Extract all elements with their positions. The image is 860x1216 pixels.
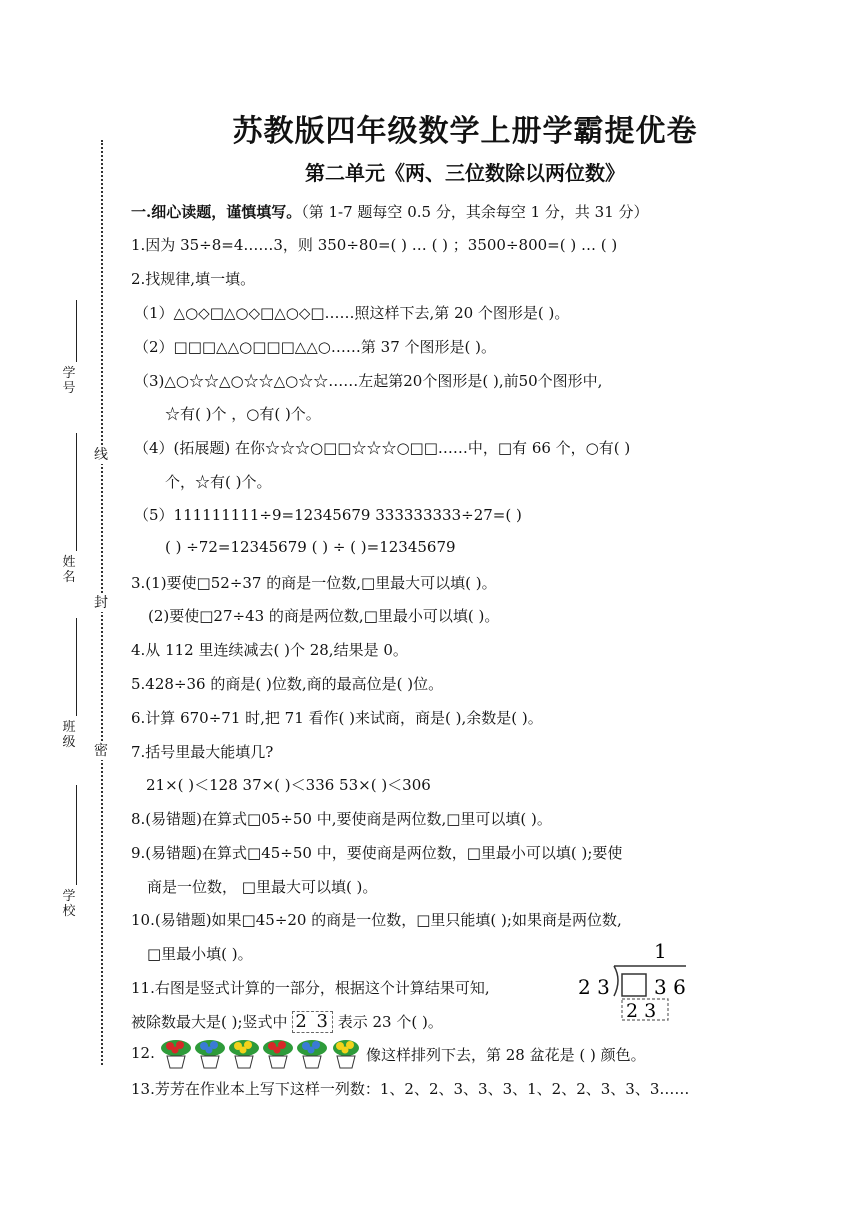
- student-number-label: 学号: [62, 366, 76, 396]
- question-1: 1.因为 35÷8=4……3，则 350÷80=( ) … ( ) ；3500÷800=( ) … ( ): [131, 236, 618, 254]
- question-7: 7.括号里最大能填几?: [131, 743, 274, 761]
- school-rule: [76, 785, 77, 885]
- section-heading: [131, 201, 649, 222]
- class-rule: [76, 618, 77, 716]
- section-score-note: （第 1-7 题每空 0.5 分，其余每空 1 分，共 31 分）: [301, 203, 649, 221]
- flower-pot-3: [229, 1040, 259, 1068]
- flower-pot-6: [333, 1040, 359, 1068]
- dashed-box-23: 2 3: [292, 1011, 333, 1033]
- question-10: 10.(易错题)如果□45÷20 的商是一位数，□里只能填( );如果商是两位数,: [131, 911, 622, 929]
- question-9-cont: 商是一位数， □里最大可以填( )。: [147, 878, 378, 896]
- seal-char-xian: 线: [94, 447, 108, 463]
- question-6: 6.计算 670÷71 时,把 71 看作( )来试商，商是( ),余数是( )。: [131, 709, 543, 727]
- student-name-label: 姓名: [62, 555, 76, 585]
- question-11-text-b: 表示 23 个( )。: [337, 1013, 443, 1031]
- question-2-3-cont: ☆有( )个 ，○有( )个。: [165, 405, 321, 423]
- question-2: 2.找规律,填一填。: [131, 270, 256, 288]
- question-2-4-cont: 个，☆有( )个。: [165, 473, 272, 491]
- question-2-1: （1）△○◇□△○◇□△○◇□……照这样下去,第 20 个图形是( )。: [134, 304, 570, 322]
- question-12: 像这样排列下去，第 28 盆花是 ( ) 颜色。: [366, 1046, 646, 1064]
- question-7-items: 21×( )＜128 37×( )＜336 53×( )＜306: [146, 776, 431, 794]
- flower-pot-1: [161, 1040, 191, 1068]
- question-2-3: （3)△○☆☆△○☆☆△○☆☆……左起第20个图形是( ),前50个图形中,: [134, 372, 603, 390]
- school-label: 学校: [62, 889, 76, 919]
- flower-pots-pattern: [160, 1038, 360, 1070]
- question-12-label: 12.: [131, 1044, 155, 1062]
- question-4: 4.从 112 里连续减去( )个 28,结果是 0。: [131, 641, 408, 659]
- page-title: 苏教版四年级数学上册学霸提优卷: [232, 114, 698, 149]
- flower-pot-5: [297, 1040, 327, 1068]
- question-2-5-cont: ( ) ÷72=12345679 ( ) ÷ ( )=12345679: [165, 538, 456, 556]
- ld-blank-box: [622, 974, 646, 996]
- ld-quotient: 1: [654, 939, 667, 963]
- question-11-text-a: 被除数最大是( );竖式中: [131, 1013, 288, 1031]
- seal-char-feng: 封: [94, 595, 108, 611]
- question-3-1: 3.(1)要使□52÷37 的商是一位数,□里最大可以填( )。: [131, 574, 497, 592]
- ld-product: 2 3: [626, 1000, 657, 1022]
- flower-pot-4: [263, 1040, 293, 1068]
- ld-dividend-tail: 3 6: [654, 975, 686, 999]
- question-2-4: （4）(拓展题) 在你☆☆☆○□□☆☆☆○□□……中，□有 66 个，○有( ): [134, 439, 631, 457]
- flower-pot-2: [195, 1040, 225, 1068]
- question-11-cont: [131, 1011, 443, 1033]
- binding-strip: [0, 0, 130, 1216]
- question-9: 9.(易错题)在算式□45÷50 中，要使商是两位数，□里最小可以填( );要使: [131, 844, 623, 862]
- question-2-2: （2）□□□△△○□□□△△○……第 37 个图形是( )。: [134, 338, 496, 356]
- question-8: 8.(易错题)在算式□05÷50 中,要使商是两位数,□里可以填( )。: [131, 810, 552, 828]
- question-11: 11.右图是竖式计算的一部分，根据这个计算结果可知,: [131, 979, 490, 997]
- long-division-figure: [576, 936, 696, 1022]
- question-5: 5.428÷36 的商是( )位数,商的最高位是( )位。: [131, 675, 444, 693]
- class-label: 班级: [62, 720, 76, 750]
- question-13: 13.芳芳在作业本上写下这样一列数：1、2、2、3、3、3、1、2、2、3、3、3……: [131, 1080, 690, 1098]
- question-2-5: （5）111111111÷9=12345679 333333333÷27=( ): [134, 506, 522, 524]
- question-3-2: (2)要使□27÷43 的商是两位数,□里最小可以填( )。: [148, 607, 500, 625]
- seal-char-mi: 密: [94, 743, 108, 759]
- student-number-rule: [76, 300, 77, 362]
- section-heading-text: 一.细心读题，谨慎填写。: [131, 203, 302, 221]
- student-name-rule: [76, 433, 77, 551]
- question-10-cont: □里最小填( )。: [147, 945, 253, 963]
- ld-divisor: 2 3: [578, 975, 610, 999]
- page-subtitle: 第二单元《两、三位数除以两位数》: [305, 161, 625, 185]
